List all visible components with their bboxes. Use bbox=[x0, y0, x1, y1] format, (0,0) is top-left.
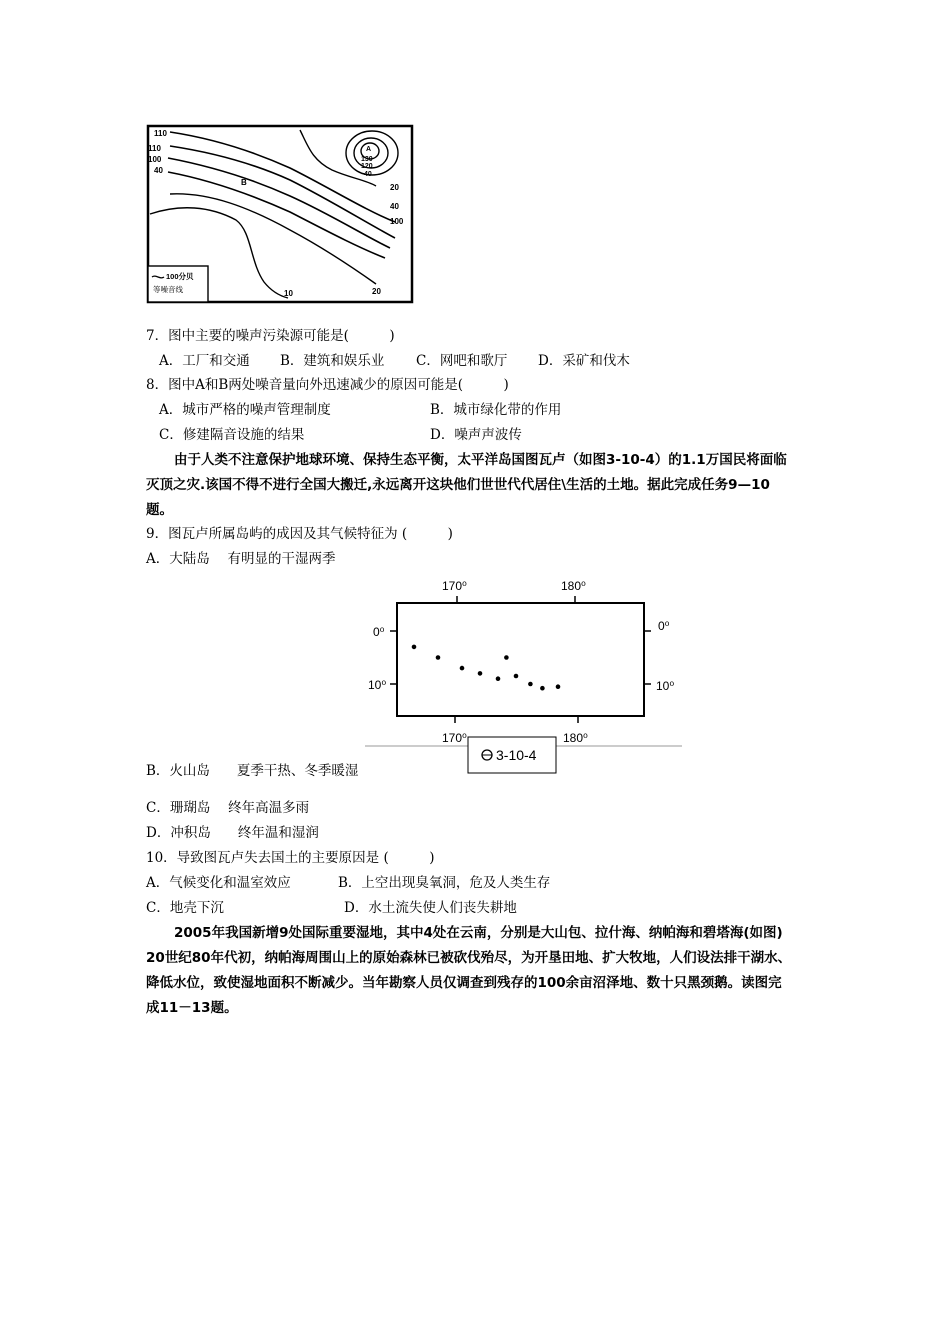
q9-stem: 9．图瓦卢所属岛屿的成因及其气候特征为 ( ) bbox=[146, 526, 453, 542]
label-bottom-170: 170⁰ bbox=[442, 731, 467, 745]
q10-option-b[interactable]: B．上空出现臭氧洞，危及人类生存 bbox=[338, 875, 551, 891]
label-top-170: 170⁰ bbox=[442, 579, 467, 593]
contour-label: 40 bbox=[154, 166, 163, 175]
island-dot bbox=[496, 676, 501, 681]
q9-option-d[interactable]: D．冲积岛 终年温和湿润 bbox=[146, 825, 319, 841]
contour-label: 100 bbox=[148, 155, 162, 164]
passage1-line-2: 灭顶之灾.该国不得不进行全国大搬迁,永远离开这块他们世世代代居住\生活的土地。据此完成任务9—10 bbox=[146, 477, 770, 493]
passage1-line-1: 由于人类不注意保护地球环境、保持生态平衡，太平洋岛国图瓦卢（如图3-10-4）的1.1万国民将面临 bbox=[174, 452, 787, 468]
q10-option-d[interactable]: D．水土流失使人们丧失耕地 bbox=[344, 900, 517, 916]
label-right-10: 10⁰ bbox=[656, 679, 675, 693]
q10-stem: 10．导致图瓦卢失去国土的主要原因是 ( ) bbox=[146, 850, 435, 866]
q8-stem: 8．图中A和B两处噪音量向外迅速减少的原因可能是( ) bbox=[146, 377, 509, 393]
contour-label: 20 bbox=[372, 287, 381, 296]
label-left-0: 0⁰ bbox=[373, 625, 385, 639]
map-frame bbox=[397, 603, 644, 716]
label-left-10: 10⁰ bbox=[368, 678, 387, 692]
contour-label: 110 bbox=[148, 144, 161, 153]
q7-stem: 7．图中主要的噪声污染源可能是( ) bbox=[146, 328, 395, 344]
q9-option-c[interactable]: C．珊瑚岛 终年高温多雨 bbox=[146, 800, 310, 816]
island-dot bbox=[460, 666, 465, 671]
legend-text: 等噪音线 bbox=[153, 285, 183, 294]
label-right-0: 0⁰ bbox=[658, 619, 670, 633]
contour-label: 10 bbox=[284, 289, 293, 298]
island-dot bbox=[504, 655, 509, 660]
contour-label: 40 bbox=[390, 202, 399, 211]
passage2-line-3: 降低水位，致使湿地面积不断减少。当年勘察人员仅调查到残存的100余亩沼泽地、数十只黑颈鹅。读图完 bbox=[146, 975, 782, 991]
q8-option-d[interactable]: D．噪声声波传 bbox=[430, 427, 522, 443]
passage2-line-4: 成11－13题。 bbox=[146, 1000, 238, 1016]
q7-option-a[interactable]: A．工厂和交通 bbox=[159, 353, 250, 369]
label-bottom-180: 180⁰ bbox=[563, 731, 588, 745]
island-dot bbox=[436, 655, 441, 660]
q7-option-b[interactable]: B．建筑和娱乐业 bbox=[280, 353, 385, 369]
q8-option-b[interactable]: B．城市绿化带的作用 bbox=[430, 402, 562, 418]
point-label-b: B bbox=[241, 178, 247, 187]
contour-label: 110 bbox=[154, 129, 167, 138]
passage2-line-2: 20世纪80年代初，纳帕海周围山上的原始森林已被砍伐殆尽，为开垦田地、扩大牧地，人们设法排干湖水、 bbox=[146, 950, 792, 966]
tuvalu-map bbox=[360, 574, 690, 776]
q7-option-c[interactable]: C．网吧和歌厅 bbox=[416, 353, 508, 369]
island-dot bbox=[514, 674, 519, 679]
contour-label: 130 bbox=[361, 156, 373, 163]
q7-option-d[interactable]: D．采矿和伐木 bbox=[538, 353, 630, 369]
contour-label: 40 bbox=[364, 171, 372, 178]
contour-label: 100 bbox=[390, 217, 404, 226]
contour-label: 20 bbox=[390, 183, 399, 192]
legend-value: 100分贝 bbox=[166, 272, 194, 281]
island-dot bbox=[412, 645, 417, 650]
label-top-180: 180⁰ bbox=[561, 579, 586, 593]
q9-option-a[interactable]: A．大陆岛 有明显的干湿两季 bbox=[146, 551, 336, 567]
noise-contour-map bbox=[140, 122, 416, 304]
contour-label: 120 bbox=[361, 163, 373, 170]
q10-option-a[interactable]: A．气候变化和温室效应 bbox=[146, 875, 291, 891]
passage1-line-3: 题。 bbox=[146, 502, 173, 518]
q10-option-c[interactable]: C．地壳下沉 bbox=[146, 900, 224, 916]
caption-text: 3-10-4 bbox=[496, 747, 537, 763]
q8-option-a[interactable]: A．城市严格的噪声管理制度 bbox=[159, 402, 331, 418]
q9-option-b[interactable]: B．火山岛 夏季干热、冬季暖湿 bbox=[146, 763, 359, 779]
q8-option-c[interactable]: C．修建隔音设施的结果 bbox=[159, 427, 305, 443]
island-dot bbox=[540, 686, 545, 691]
island-dot bbox=[528, 682, 533, 687]
passage2-line-1: 2005年我国新增9处国际重要湿地，其中4处在云南，分别是大山包、拉什海、纳帕海和碧塔海(如图) bbox=[174, 925, 783, 941]
point-label-a: A bbox=[366, 146, 372, 153]
island-dot bbox=[478, 671, 483, 676]
island-dot bbox=[556, 684, 561, 689]
